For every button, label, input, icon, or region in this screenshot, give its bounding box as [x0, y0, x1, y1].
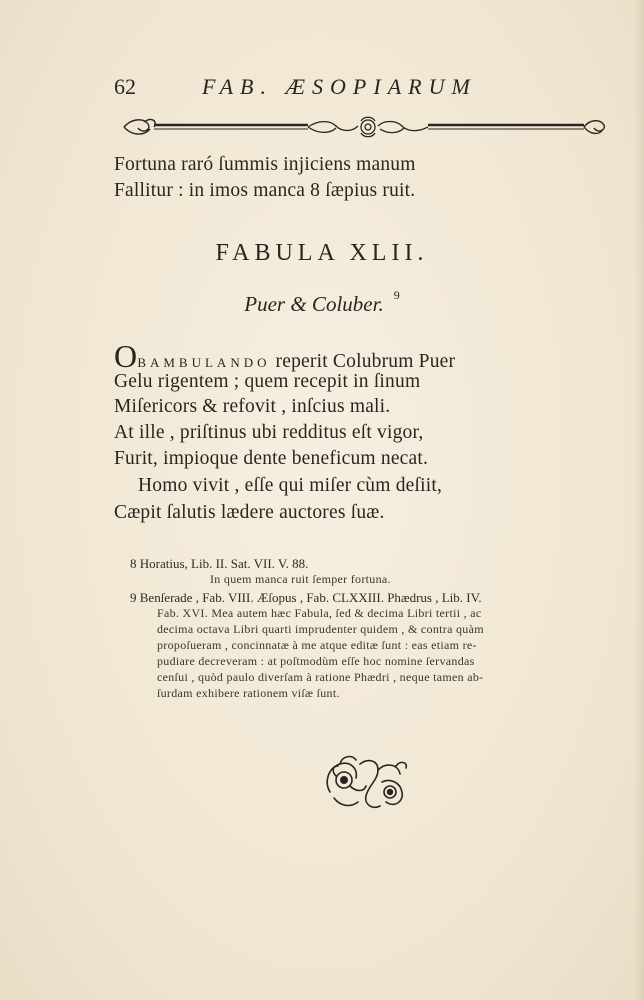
small-caps-word: BAMBULANDO [137, 355, 271, 370]
page-edge-shadow [634, 0, 644, 1000]
first-line-text: reperit Colubrum Puer [270, 351, 456, 372]
previous-fable-line: Fallitur : in imos manca 8 ſæpius ruit. [114, 180, 416, 201]
footnote-8-quote: In quem manca ruit ſemper fortuna. [210, 572, 391, 586]
running-head [114, 74, 534, 104]
footnote-8: 8 Horatius, Lib. II. Sat. VII. V. 88. [130, 556, 309, 571]
fable-title: FABULA XLII. [215, 240, 429, 266]
footnote-9-line: cenſui , quòd paulo diverſam à ratione Phædri , neque tamen ab- [157, 670, 484, 684]
fable-first-line [114, 340, 455, 373]
footnote-9-line: 9 Benſerade , Fab. VIII. Æſopus , Fab. CLXXIII. Phædrus , Lib. IV. [130, 590, 482, 605]
page-number: 62 [114, 74, 136, 99]
running-title: FAB. ÆSOPIARUM [202, 74, 477, 99]
scroll-rule-ornament [118, 112, 608, 142]
footnote-9-line: ſurdam exhibere rationem viſæ ſunt. [157, 686, 340, 700]
fable-subtitle-text: Puer & Coluber. [244, 292, 384, 316]
footnote-9-line: propoſueram , concinnatæ à me atque editæ ſunt : eas etiam re- [157, 638, 477, 652]
fable-line: Miſericors & refovit , inſcius mali. [114, 396, 391, 417]
footnote-9-line: Fab. XVI. Mea autem hæc Fabula, ſed & decima Libri tertii , ac [157, 606, 482, 620]
floral-tailpiece-ornament [320, 752, 412, 814]
fable-line: At ille , priſtinus ubi redditus eſt vigor, [114, 422, 424, 443]
fable-line: Furit, impioque dente beneficum necat. [114, 448, 429, 469]
fable-line: Cæpit ſalutis lædere auctores ſuæ. [114, 502, 385, 523]
fable-line: Gelu rigentem ; quem recepit in ſinum [114, 371, 421, 392]
fable-line: Homo vivit , eſſe qui miſer cùm deſiit, [138, 475, 443, 496]
previous-fable-line: Fortuna raró ſummis injiciens manum [114, 154, 416, 175]
drop-cap: O [114, 338, 138, 374]
footnote-9-line: decima octava Libri quarti imprudenter quidem , & contra quàm [157, 622, 484, 636]
footnote-mark: 9 [393, 288, 400, 302]
footnote-9-line: pudiare decreveram : at poſtmodùm eſſe hoc nomine ſervandas [157, 654, 475, 668]
fable-subtitle [0, 288, 644, 317]
